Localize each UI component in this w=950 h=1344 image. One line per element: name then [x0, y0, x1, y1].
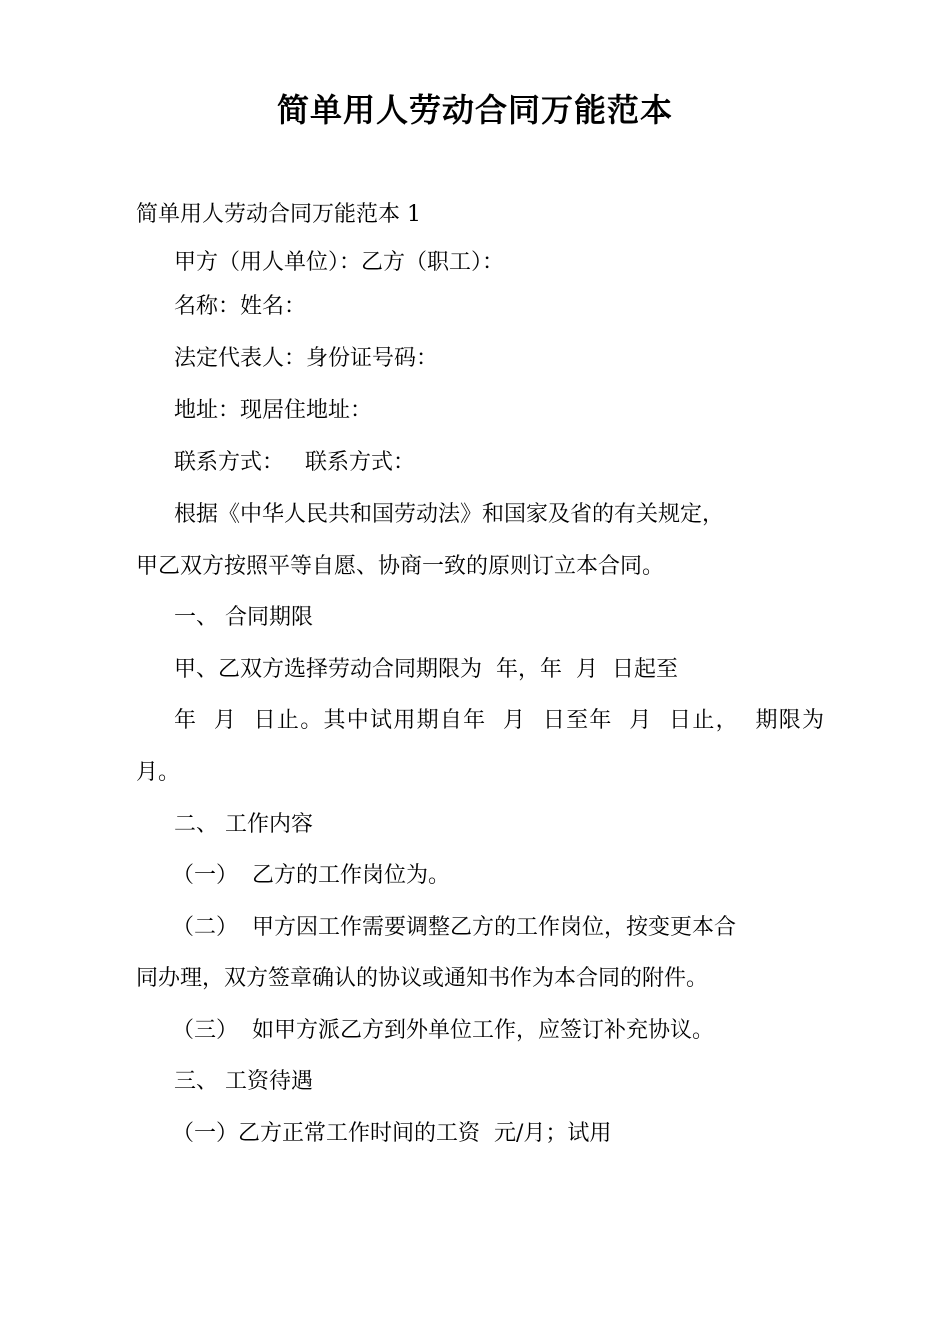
name-line: 名称：姓名： [174, 294, 307, 319]
paragraph-line: 月。 [136, 760, 181, 785]
paragraph-line: 甲乙双方按照平等自愿、协商一致的原则订立本合同。 [136, 554, 665, 579]
address-line: 地址：现居住地址： [174, 398, 373, 423]
sub-clause-line: （三） 如甲方派乙方到外单位工作，应签订补充协议。 [172, 1018, 714, 1043]
contact-line: 联系方式： 联系方式： [174, 450, 415, 475]
sub-clause-line: （一） 乙方的工作岗位为。 [172, 863, 450, 888]
paragraph-line: 同办理，双方签章确认的协议或通知书作为本合同的附件。 [136, 966, 709, 991]
sub-clause-line: （一）乙方正常工作时间的工资 元/月；试用 [172, 1121, 612, 1146]
paragraph-line: 甲、乙双方选择劳动合同期限为 年，年 月 日起至 [174, 657, 678, 682]
party-header-line: 甲方（用人单位）：乙方（职工）： [174, 250, 505, 275]
clause-heading: 三、 工资待遇 [174, 1069, 313, 1094]
clause-heading: 一、 合同期限 [174, 605, 313, 630]
section-heading: 简单用人劳动合同万能范本 1 [136, 202, 421, 227]
paragraph-line: 年 月 日止。其中试用期自年 月 日至年 月 日止， 期限为 [174, 708, 824, 733]
legal-rep-line: 法定代表人：身份证号码： [174, 346, 439, 371]
clause-heading: 二、 工作内容 [174, 812, 313, 837]
sub-clause-line: （二） 甲方因工作需要调整乙方的工作岗位，按变更本合 [172, 915, 736, 940]
document-title: 简单用人劳动合同万能范本 [276, 91, 673, 129]
paragraph-line: 根据《中华人民共和国劳动法》和国家及省的有关规定， [174, 502, 725, 527]
